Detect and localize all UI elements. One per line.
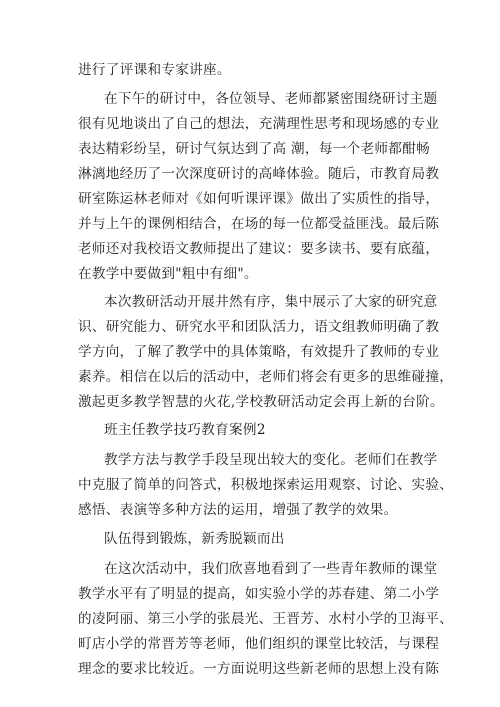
text-line: 学方向，了解了教学中的具体策略，有效提升了教师的专业 (78, 344, 440, 360)
text-line: 中克服了简单的问答式，积极地探索运用观察、讨论、实验、 (78, 477, 454, 493)
paragraph-start-line: 教学方法与教学手段呈现出较大的变化。老师们在教学 (104, 452, 438, 468)
text-line: 并与上午的课例相结合，在场的每一位都受益匪浅。最后陈 (78, 216, 440, 232)
text-line: 识、研究能力、研究水平和团队活力，语文组教师明确了教 (78, 319, 440, 335)
text-line: 淋漓地经历了一次深度研讨的高峰体验。随后，市教育局教 (78, 166, 440, 182)
text-line: 教学水平有了明显的提高，如实验小学的苏春建、第二小学 (78, 586, 440, 602)
paragraph-start-line: 在下午的研讨中，各位领导、老师都紧密围绕研讨主题 (104, 91, 438, 107)
text-line: 表达精彩纷呈，研讨气氛达到了高 潮，每一个老师都酣畅 (78, 141, 430, 157)
text-line: 激起更多教学智慧的火花,学校教研活动定会再上新的台阶。 (78, 394, 444, 410)
text-line: 进行了评课和专家讲座。 (78, 62, 231, 78)
text-line: 理念的要求比较近。一方面说明这些新老师的思想上没有陈 (78, 661, 440, 677)
text-line: 的凌阿丽、第三小学的张晨光、王晋芳、水村小学的卫海平、 (78, 611, 454, 627)
text-line: 感悟、表演等多种方法的运用，增强了教学的效果。 (78, 502, 398, 518)
text-line: 町店小学的常晋芳等老师，他们组织的课堂比较活，与课程 (78, 636, 440, 652)
paragraph-start-line: 本次教研活动开展井然有序，集中展示了大家的研究意 (104, 294, 438, 310)
text-line: 在教学中要做到"粗中有细"。 (78, 266, 258, 282)
text-line: 老师还对我校语文教师提出了建议：要多读书、要有底蕴， (78, 241, 440, 257)
text-line: 素养。相信在以后的活动中，老师们将会有更多的思维碰撞， (78, 369, 454, 385)
section-heading: 班主任教学技巧教育案例2 (104, 422, 266, 438)
paragraph-start-line: 在这次活动中，我们欣喜地看到了一些青年教师的课堂 (104, 561, 438, 577)
text-line: 很有见地谈出了自己的想法，充满理性思考和现场感的专业 (78, 116, 440, 132)
text-line: 研室陈运林老师对《如何听课评课》做出了实质性的指导， (78, 191, 440, 207)
subheading: 队伍得到锻炼，新秀脱颖而出 (104, 531, 285, 547)
